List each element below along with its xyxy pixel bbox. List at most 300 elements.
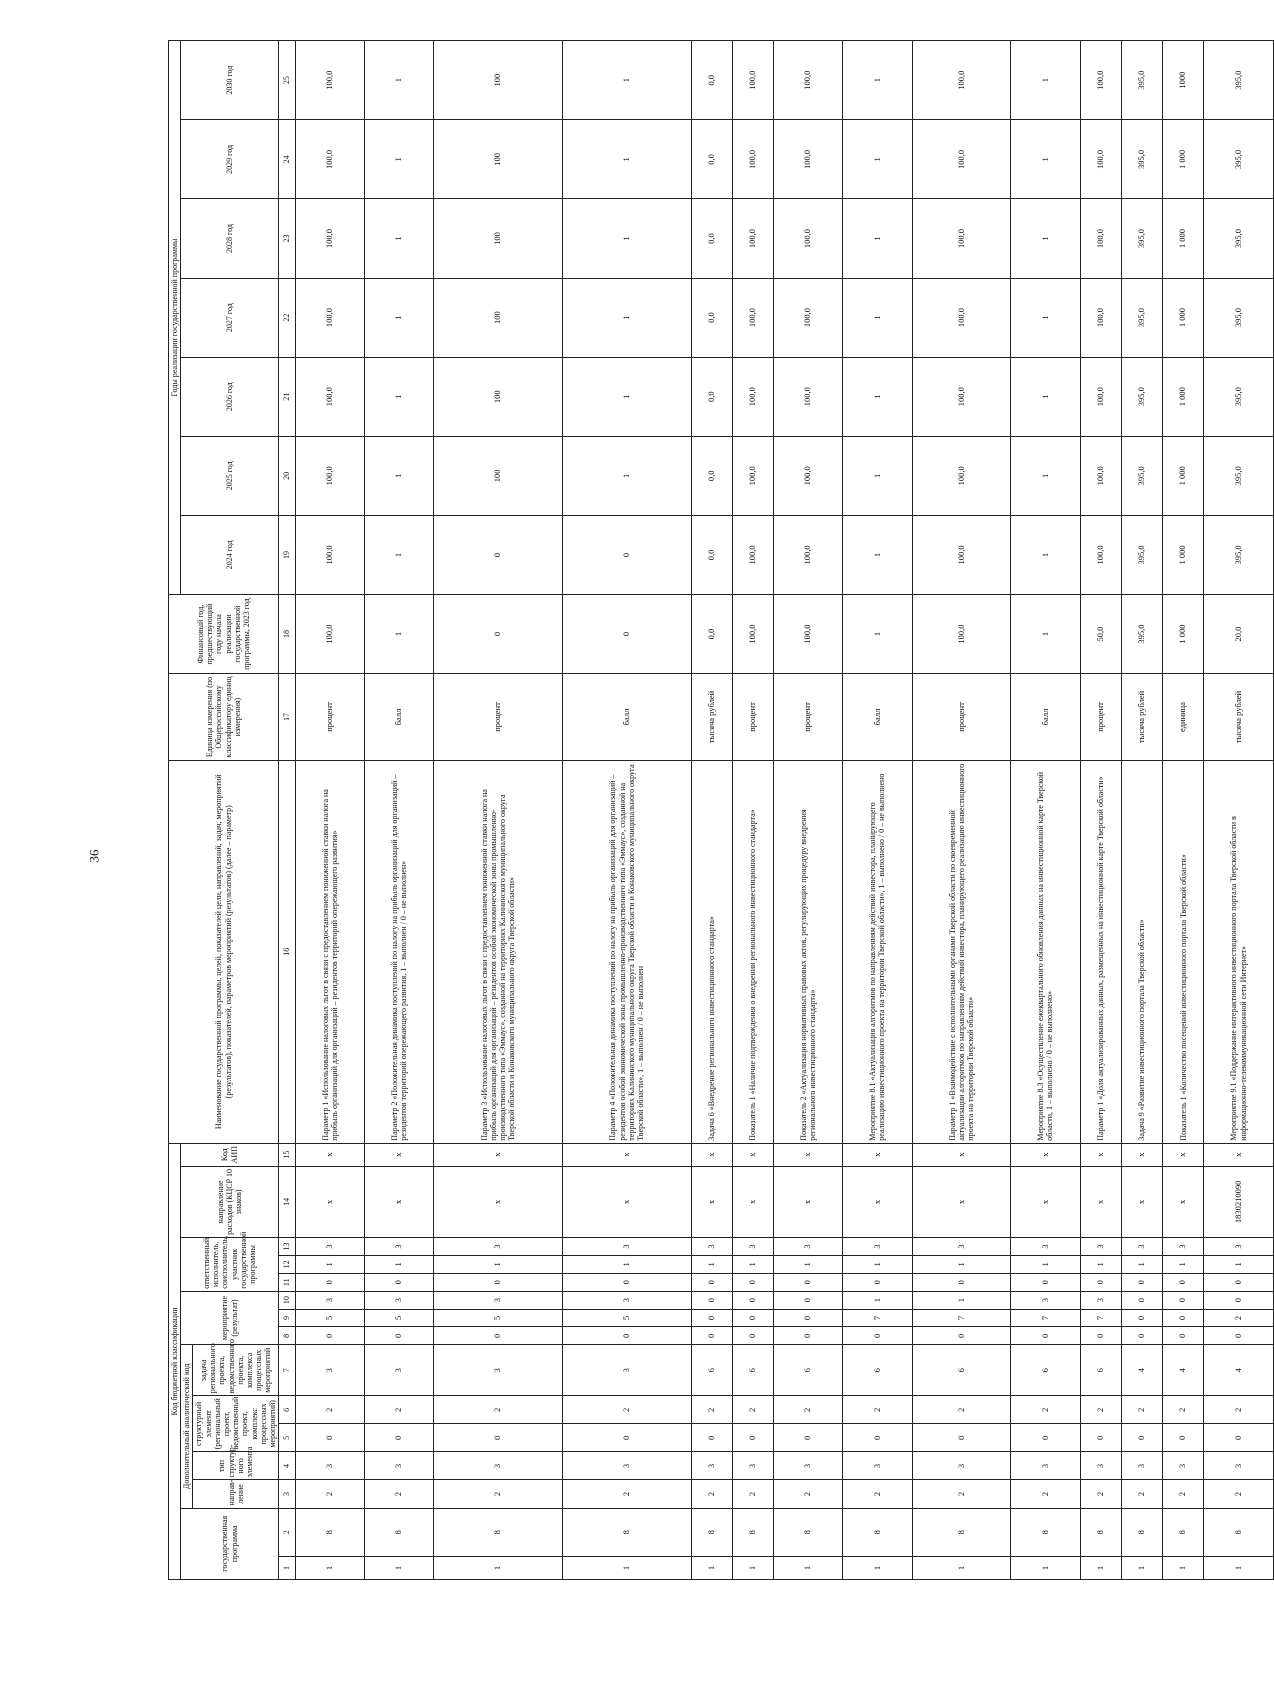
row-name-cell: Параметр 1 «Взаимодействие с исполнительными органами Тверской области по своевременной актуализации алгоритмов по направлениям действий инвестора, планирующего реализацию инвестиционного проекта на территории Тверской области» <box>912 760 1011 1143</box>
value-cell: 395,0 <box>1204 357 1273 436</box>
code-cell: х <box>562 1143 691 1166</box>
code-cell: х <box>1080 1143 1121 1166</box>
code-cell: 0 <box>732 1424 773 1452</box>
value-cell: 1 <box>843 357 912 436</box>
value-cell: 395,0 <box>1121 515 1162 594</box>
code-cell: х <box>1080 1166 1121 1237</box>
value-cell: 395,0 <box>1121 594 1162 673</box>
table-row <box>843 41 912 1580</box>
code-cell: 3 <box>296 1238 365 1256</box>
code-cell: 0 <box>434 1424 563 1452</box>
code-cell: 2 <box>1204 1309 1273 1327</box>
code-cell: 1 <box>562 1557 691 1580</box>
code-cell: 1 <box>1080 1557 1121 1580</box>
code-cell: 0 <box>774 1309 843 1327</box>
code-cell: 3 <box>434 1238 563 1256</box>
column-number: 3 <box>279 1480 296 1508</box>
column-number: 2 <box>279 1508 296 1556</box>
code-cell: 2 <box>1204 1480 1273 1508</box>
value-cell: 100,0 <box>774 436 843 515</box>
value-cell: 1 <box>1011 278 1080 357</box>
dop-header: Дополнительный аналитический код <box>181 1345 193 1508</box>
unit-cell: балл <box>365 674 434 761</box>
value-cell: 1 <box>365 436 434 515</box>
year-header: 2024 год <box>181 515 279 594</box>
code-cell: 0 <box>732 1273 773 1291</box>
code-cell: х <box>774 1166 843 1237</box>
code-cell: 2 <box>732 1396 773 1424</box>
unit-cell: тысяча рублей <box>1204 674 1273 761</box>
value-cell: 1 <box>1011 41 1080 120</box>
code-cell: 3 <box>843 1238 912 1256</box>
code-cell: 2 <box>774 1480 843 1508</box>
row-name-cell: Задача 6 «Внедрение регионального инвестиционного стандарта» <box>691 760 732 1143</box>
code-cell: 1 <box>912 1557 1011 1580</box>
value-cell: 395,0 <box>1121 199 1162 278</box>
program-table <box>168 40 1274 1580</box>
code-cell: 2 <box>1011 1396 1080 1424</box>
value-cell: 395,0 <box>1204 278 1273 357</box>
table-row <box>1204 41 1273 1580</box>
value-cell: 100 <box>434 41 563 120</box>
code-cell: х <box>732 1143 773 1166</box>
code-cell: х <box>732 1166 773 1237</box>
code-cell: 2 <box>296 1480 365 1508</box>
code-cell: 3 <box>296 1452 365 1480</box>
code-cell: 7 <box>1011 1309 1080 1327</box>
column-number: 17 <box>279 674 296 761</box>
meropr-header: мероприятие (результат) <box>181 1291 279 1345</box>
column-number: 19 <box>279 515 296 594</box>
code-cell: х <box>843 1166 912 1237</box>
code-cell: 0 <box>365 1424 434 1452</box>
code-cell: 3 <box>1080 1291 1121 1309</box>
code-cell: 0 <box>1163 1273 1204 1291</box>
code-cell: 8 <box>1163 1508 1204 1556</box>
unit-cell: тысяча рублей <box>691 674 732 761</box>
value-cell: 1 <box>562 41 691 120</box>
code-cell: 1 <box>1011 1557 1080 1580</box>
value-cell: 395,0 <box>1121 357 1162 436</box>
code-cell: 2 <box>691 1480 732 1508</box>
code-cell: х <box>843 1143 912 1166</box>
unit-cell: тысяча рублей <box>1121 674 1162 761</box>
column-number: 18 <box>279 594 296 673</box>
column-number: 16 <box>279 760 296 1143</box>
value-cell: 100,0 <box>1080 278 1121 357</box>
row-name-cell: Задача 9 «Развитие инвестиционного портала Тверской области» <box>1121 760 1162 1143</box>
value-cell: 0 <box>562 515 691 594</box>
code-cell: 0 <box>1163 1309 1204 1327</box>
unit-cell: балл <box>562 674 691 761</box>
code-cell: 0 <box>843 1327 912 1345</box>
year-header: 2027 год <box>181 278 279 357</box>
rotated-page <box>168 40 1248 1580</box>
value-cell: 100,0 <box>912 278 1011 357</box>
code-cell: 8 <box>562 1508 691 1556</box>
code-cell: х <box>774 1143 843 1166</box>
value-cell: 100,0 <box>912 199 1011 278</box>
value-cell: 1 000 <box>1163 120 1204 199</box>
code-cell: 1 <box>1163 1255 1204 1273</box>
value-cell: 395,0 <box>1204 199 1273 278</box>
code-cell: 0 <box>774 1291 843 1309</box>
code-cell: 1 <box>843 1255 912 1273</box>
code-cell: 3 <box>1011 1291 1080 1309</box>
zadacha-header: задача регионального проекта, ведомственного проекта, комплекса процессных мероприятий <box>193 1345 279 1396</box>
code-cell: 2 <box>1163 1480 1204 1508</box>
code-cell: х <box>562 1166 691 1237</box>
column-number: 6 <box>279 1396 296 1424</box>
value-cell: 0,0 <box>691 594 732 673</box>
column-number: 22 <box>279 278 296 357</box>
code-cell: 3 <box>365 1291 434 1309</box>
value-cell: 100 <box>434 436 563 515</box>
value-cell: 100 <box>434 357 563 436</box>
code-cell: 2 <box>1121 1480 1162 1508</box>
code-cell: 3 <box>365 1452 434 1480</box>
code-cell: 8 <box>434 1508 563 1556</box>
value-cell: 100,0 <box>296 278 365 357</box>
code-cell: 8 <box>691 1508 732 1556</box>
code-cell: 2 <box>562 1396 691 1424</box>
struct-header: структурный элемент (региональный проект, ведомственный проект, комплекс процессных мероприятий) <box>193 1396 279 1452</box>
code-cell: 3 <box>774 1238 843 1256</box>
code-cell: 1 <box>1204 1255 1273 1273</box>
code-cell: 1 <box>296 1557 365 1580</box>
code-cell: 0 <box>774 1327 843 1345</box>
code-cell: 1 <box>843 1557 912 1580</box>
code-cell: 0 <box>912 1424 1011 1452</box>
code-cell: 2 <box>1080 1480 1121 1508</box>
value-cell: 100,0 <box>296 515 365 594</box>
code-cell: 0 <box>562 1424 691 1452</box>
code-cell: 1 <box>732 1255 773 1273</box>
kosgu-header: направление расходов (КЦСР 10 знаков) <box>181 1166 279 1237</box>
code-cell: 2 <box>732 1480 773 1508</box>
value-cell: 100,0 <box>1080 120 1121 199</box>
code-cell: 1 <box>434 1255 563 1273</box>
value-cell: 1 000 <box>1163 515 1204 594</box>
value-cell: 1 <box>562 357 691 436</box>
value-cell: 1 000 <box>1163 594 1204 673</box>
value-cell: 100,0 <box>296 199 365 278</box>
code-cell: 3 <box>365 1238 434 1256</box>
code-cell: х <box>691 1143 732 1166</box>
row-name-cell: Параметр 3 «Использование налоговых льгот в связи с предоставлением пониженной ставки налога на прибыль организаций для организаций – резидентов особой экономической зоны промышленно-производственного типа «Эммаус», созданной на территориях Калининского муниципального округа Тверской области и Конаковского муниципального округа Тверской области» <box>434 760 563 1143</box>
table-row <box>774 41 843 1580</box>
code-cell: х <box>365 1166 434 1237</box>
code-cell: 1 <box>691 1255 732 1273</box>
column-number: 15 <box>279 1143 296 1166</box>
code-cell: 4 <box>1121 1345 1162 1396</box>
value-cell: 1 <box>365 357 434 436</box>
value-cell: 1 000 <box>1163 436 1204 515</box>
code-cell: 1 <box>562 1255 691 1273</box>
code-cell: 3 <box>1011 1238 1080 1256</box>
code-cell: 3 <box>1080 1452 1121 1480</box>
unit-cell: процент <box>732 674 773 761</box>
code-cell: 5 <box>562 1309 691 1327</box>
column-number: 24 <box>279 120 296 199</box>
code-cell: 0 <box>1011 1273 1080 1291</box>
code-cell: 3 <box>434 1291 563 1309</box>
code-cell: 2 <box>843 1480 912 1508</box>
value-cell: 1 <box>1011 357 1080 436</box>
column-number: 8 <box>279 1327 296 1345</box>
value-cell: 395,0 <box>1204 436 1273 515</box>
code-cell: 0 <box>1204 1424 1273 1452</box>
value-cell: 1 <box>562 199 691 278</box>
code-cell: 3 <box>1121 1238 1162 1256</box>
code-cell: 2 <box>1080 1396 1121 1424</box>
column-number: 25 <box>279 41 296 120</box>
column-number: 20 <box>279 436 296 515</box>
code-cell: 4 <box>1204 1345 1273 1396</box>
code-cell: 1 <box>296 1255 365 1273</box>
row-name-cell: Мероприятие 9.1 «Поддержание интерактивного инвестиционного портала Тверской области в информационно-телекоммуникационной сети Интернет» <box>1204 760 1273 1143</box>
value-cell: 100,0 <box>732 120 773 199</box>
code-cell: 3 <box>1011 1452 1080 1480</box>
column-number: 13 <box>279 1238 296 1256</box>
value-cell: 100,0 <box>1080 515 1121 594</box>
code-cell: 3 <box>562 1291 691 1309</box>
code-cell: 6 <box>732 1345 773 1396</box>
column-number: 7 <box>279 1345 296 1396</box>
row-name-cell: Мероприятие 8.3 «Осуществление ежеквартального обновления данных на инвестиционной карте Тверской области, 1 – выполнено / 0 – не выполнено» <box>1011 760 1080 1143</box>
value-cell: 1 <box>365 278 434 357</box>
value-cell: 100,0 <box>774 278 843 357</box>
value-cell: 1 <box>1011 594 1080 673</box>
value-cell: 100,0 <box>912 515 1011 594</box>
year-header: 2029 год <box>181 120 279 199</box>
value-cell: 100,0 <box>1080 436 1121 515</box>
value-cell: 100,0 <box>296 436 365 515</box>
code-cell: 2 <box>365 1396 434 1424</box>
code-cell: 3 <box>434 1452 563 1480</box>
value-cell: 1 <box>1011 515 1080 594</box>
value-cell: 0,0 <box>691 357 732 436</box>
code-cell: 8 <box>1204 1508 1273 1556</box>
value-cell: 0,0 <box>691 41 732 120</box>
table-row <box>1011 41 1080 1580</box>
code-cell: 1 <box>365 1557 434 1580</box>
value-cell: 1 000 <box>1163 199 1204 278</box>
code-cell: 5 <box>296 1309 365 1327</box>
code-cell: 3 <box>434 1345 563 1396</box>
value-cell: 0,0 <box>691 199 732 278</box>
code-cell: 6 <box>1011 1345 1080 1396</box>
row-name-cell: Показатель 1 «Количество посещений инвестиционного портала Тверской области» <box>1163 760 1204 1143</box>
code-cell: 1 <box>1163 1557 1204 1580</box>
value-cell: 1 000 <box>1163 278 1204 357</box>
column-numbers-row <box>279 41 296 1580</box>
code-cell: 0 <box>691 1424 732 1452</box>
value-cell: 1 <box>843 199 912 278</box>
code-cell: 0 <box>1204 1327 1273 1345</box>
unit-header: Единица измерения (по Общероссийскому классификатору единиц измерения) <box>169 674 279 761</box>
value-cell: 100,0 <box>296 594 365 673</box>
code-cell: 2 <box>434 1480 563 1508</box>
code-cell: 1 <box>912 1255 1011 1273</box>
code-cell: 7 <box>843 1309 912 1327</box>
code-cell: х <box>1204 1143 1273 1166</box>
code-cell: 5 <box>434 1309 563 1327</box>
unit-cell: балл <box>1011 674 1080 761</box>
code-cell: 4 <box>1163 1345 1204 1396</box>
code-cell: 3 <box>1204 1238 1273 1256</box>
value-cell: 0,0 <box>691 278 732 357</box>
code-cell: 3 <box>843 1452 912 1480</box>
code-cell: 1 <box>365 1255 434 1273</box>
code-cell: х <box>1011 1166 1080 1237</box>
value-cell: 1 <box>365 41 434 120</box>
code-cell: х <box>691 1166 732 1237</box>
row-name-cell: Параметр 1 «Использование налоговых льгот в связи с предоставлением пониженной ставки налога на прибыль организаций для организаций – резидентов территорий опережающего развития» <box>296 760 365 1143</box>
value-cell: 1 <box>843 436 912 515</box>
unit-cell: процент <box>296 674 365 761</box>
column-number: 11 <box>279 1273 296 1291</box>
value-cell: 100 <box>434 199 563 278</box>
row-name-cell: Параметр 1 «Доля актуализированных данных, размещенных на инвестиционной карте Тверской области» <box>1080 760 1121 1143</box>
code-cell: 2 <box>1163 1396 1204 1424</box>
row-name-cell: Показатель 1 «Наличие подтверждения о внедрении регионального инвестиционного стандарта» <box>732 760 773 1143</box>
code-cell: 2 <box>843 1396 912 1424</box>
value-cell: 50,0 <box>1080 594 1121 673</box>
code-cell: 2 <box>296 1396 365 1424</box>
code-cell: 6 <box>691 1345 732 1396</box>
code-cell: 6 <box>843 1345 912 1396</box>
value-cell: 100,0 <box>732 357 773 436</box>
aip-header: Код АИП <box>181 1143 279 1166</box>
value-cell: 100,0 <box>774 120 843 199</box>
code-cell: 8 <box>1121 1508 1162 1556</box>
code-cell: 0 <box>843 1273 912 1291</box>
code-cell: 0 <box>1011 1424 1080 1452</box>
code-cell: 3 <box>732 1452 773 1480</box>
year-header: 2026 год <box>181 357 279 436</box>
value-cell: 100,0 <box>1080 357 1121 436</box>
value-cell: 1 <box>365 594 434 673</box>
code-cell: 0 <box>296 1424 365 1452</box>
value-cell: 0 <box>562 594 691 673</box>
value-cell: 100,0 <box>774 515 843 594</box>
column-number: 21 <box>279 357 296 436</box>
code-cell: х <box>296 1166 365 1237</box>
value-cell: 100,0 <box>1080 41 1121 120</box>
code-cell: 0 <box>1080 1327 1121 1345</box>
code-cell: х <box>912 1166 1011 1237</box>
row-name-cell: Параметр 4 «Положительная динамика поступлений по налогу на прибыль организаций для организаций – резидентов особой экономической зоны промышленно-производственного типа «Эммаус», созданной на территориях Калининского муниципального округа Тверской области и Конаковского муниципального округа Тверской области», 1 – выполнен / 0 – не выполнен <box>562 760 691 1143</box>
value-cell: 1 <box>562 436 691 515</box>
code-cell: 0 <box>434 1273 563 1291</box>
napr-header: направ-ление <box>193 1480 279 1508</box>
value-cell: 100,0 <box>912 594 1011 673</box>
code-cell: 1 <box>1080 1255 1121 1273</box>
column-number: 23 <box>279 199 296 278</box>
year-header: 2030 год <box>181 41 279 120</box>
code-cell: 1 <box>843 1291 912 1309</box>
code-cell: х <box>1163 1166 1204 1237</box>
code-cell: 0 <box>732 1327 773 1345</box>
code-cell: 6 <box>774 1345 843 1396</box>
code-cell: 0 <box>1204 1291 1273 1309</box>
code-cell: 1 <box>1204 1557 1273 1580</box>
code-cell: 0 <box>562 1327 691 1345</box>
code-cell: 0 <box>843 1424 912 1452</box>
value-cell: 1 <box>843 120 912 199</box>
value-cell: 100 <box>434 278 563 357</box>
code-cell: 0 <box>1121 1291 1162 1309</box>
value-cell: 100,0 <box>732 436 773 515</box>
value-cell: 100,0 <box>732 41 773 120</box>
code-cell: 0 <box>1163 1291 1204 1309</box>
code-cell: х <box>1163 1143 1204 1166</box>
value-cell: 100,0 <box>732 278 773 357</box>
code-cell: 1 <box>912 1291 1011 1309</box>
value-cell: 100,0 <box>912 41 1011 120</box>
value-cell: 1 <box>562 278 691 357</box>
value-cell: 395,0 <box>1204 41 1273 120</box>
value-cell: 100,0 <box>774 594 843 673</box>
code-cell: 3 <box>562 1452 691 1480</box>
code-cell: 0 <box>1080 1273 1121 1291</box>
value-cell: 395,0 <box>1121 41 1162 120</box>
unit-cell: процент <box>1080 674 1121 761</box>
fin-year-header: Финансовый год, предшествующий году начала реализации государственной программы, 2023 год <box>169 594 279 673</box>
row-name-cell: Параметр 2 «Положительная динамика поступлений по налогу на прибыль организаций для организаций – резидентов территорий опережающего развития, 1 – выполнен / 0 – не выполнен» <box>365 760 434 1143</box>
code-cell: 1 <box>774 1255 843 1273</box>
code-cell: 3 <box>296 1291 365 1309</box>
code-cell: 0 <box>732 1291 773 1309</box>
unit-cell: процент <box>774 674 843 761</box>
value-cell: 1 <box>843 278 912 357</box>
code-cell: 8 <box>732 1508 773 1556</box>
value-cell: 100 <box>434 120 563 199</box>
code-cell: 0 <box>562 1273 691 1291</box>
code-cell: 3 <box>1163 1452 1204 1480</box>
value-cell: 0,0 <box>691 436 732 515</box>
code-cell: 0 <box>1163 1327 1204 1345</box>
value-cell: 1 <box>365 515 434 594</box>
code-cell: 1 <box>1011 1255 1080 1273</box>
code-cell: 3 <box>691 1238 732 1256</box>
code-header: Код бюджетной классификации <box>169 1143 181 1579</box>
value-cell: 100,0 <box>1080 199 1121 278</box>
code-cell: 0 <box>1121 1327 1162 1345</box>
column-number: 9 <box>279 1309 296 1327</box>
code-cell: 3 <box>691 1452 732 1480</box>
unit-cell: процент <box>912 674 1011 761</box>
page-number: 36 <box>86 849 102 863</box>
code-cell: 3 <box>912 1238 1011 1256</box>
value-cell: 100,0 <box>296 41 365 120</box>
code-cell: 1 <box>691 1557 732 1580</box>
code-cell: 2 <box>774 1396 843 1424</box>
row-name-cell: Мероприятие 8.1 «Актуализация алгоритмов по направлениям действий инвестора, планирующего реализацию инвестиционного проекта на территории Тверской области», 1 – выполнено / 0 – не выполнено <box>843 760 912 1143</box>
code-cell: 2 <box>1204 1396 1273 1424</box>
code-cell: 2 <box>365 1480 434 1508</box>
code-cell: 3 <box>365 1345 434 1396</box>
code-cell: 2 <box>691 1396 732 1424</box>
gp-header: государственная программа <box>181 1508 279 1579</box>
code-cell: 0 <box>1121 1424 1162 1452</box>
value-cell: 20,0 <box>1204 594 1273 673</box>
column-number: 5 <box>279 1424 296 1452</box>
code-cell: 8 <box>1011 1508 1080 1556</box>
year-header: 2028 год <box>181 199 279 278</box>
code-cell: 3 <box>1121 1452 1162 1480</box>
